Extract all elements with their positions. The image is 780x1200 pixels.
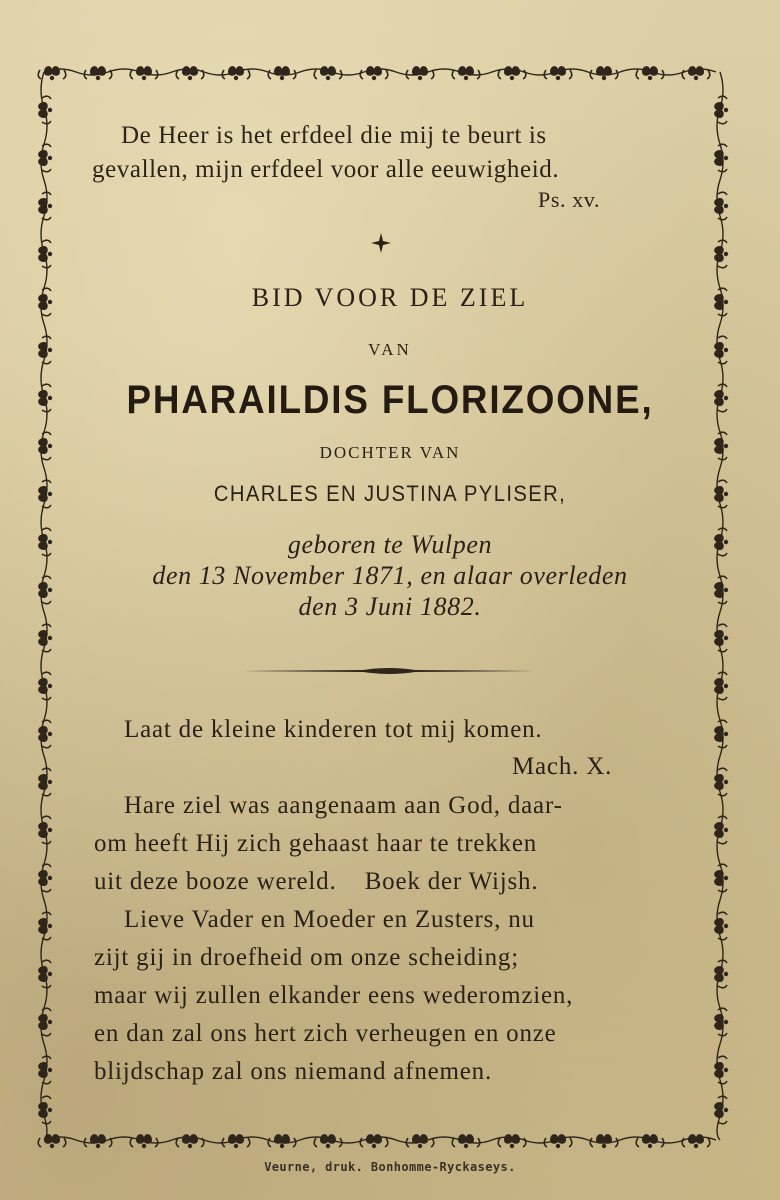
daughter-of-label: DOCHTER VAN — [319, 443, 461, 462]
birth-line-2: den 13 November 1871, en alaar overleden — [152, 561, 628, 590]
verse-3-line-2: zijt gij in droefheid om onze scheiding; — [94, 944, 519, 971]
epigraph-citation: Ps. xv. — [538, 187, 601, 212]
verse-2-line-3: uit deze booze wereld. Boek der Wijsh. — [94, 868, 539, 895]
verse-2-line-1: Hare ziel was aangenaam aan God, daar- — [124, 792, 563, 819]
deceased-name: PHARAILDIS FLORIZOONE, — [126, 378, 654, 422]
divider-rule — [243, 664, 535, 678]
cross-icon — [370, 232, 392, 254]
verse-1-line-1: Laat de kleine kinderen tot mij komen. — [124, 716, 543, 743]
epigraph-line-2: gevallen, mijn erfdeel voor alle eeuwigheid. — [92, 156, 560, 183]
birth-line-1: geboren te Wulpen — [287, 530, 493, 559]
verse-1-citation: Mach. X. — [512, 753, 613, 780]
van-label: VAN — [368, 340, 412, 359]
verse-2-line-2: om heeft Hij zich gehaast haar te trekken — [94, 830, 538, 857]
birth-line-3: den 3 Juni 1882. — [298, 592, 482, 621]
epigraph-line-1: De Heer is het erfdeel die mij te beurt is — [121, 122, 547, 149]
verse-3-line-1: Lieve Vader en Moeder en Zusters, nu — [124, 906, 535, 933]
verse-3-line-4: en dan zal ons hert zich verheugen en onze — [94, 1020, 557, 1047]
printer-imprint: Veurne, druk. Bonhomme-Ryckaseys. — [264, 1160, 516, 1174]
verse-3-line-3: maar wij zullen elkander eens wederomzien, — [94, 982, 574, 1009]
parents-names: CHARLES EN JUSTINA PYLISER, — [213, 481, 567, 506]
heading-pray-for-soul: BID VOOR DE ZIEL — [251, 283, 529, 312]
verse-3-line-5: blijdschap zal ons niemand afnemen. — [94, 1058, 493, 1085]
